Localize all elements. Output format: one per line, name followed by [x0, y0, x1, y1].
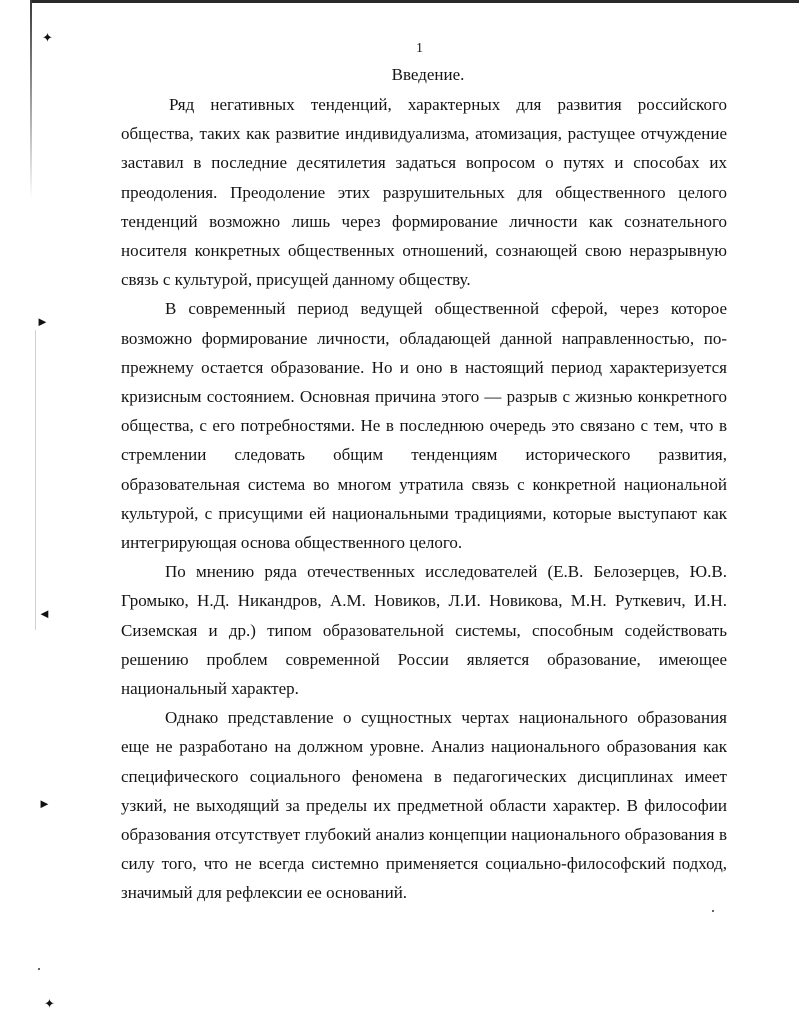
binder-punch-mark-icon: ►: [36, 314, 49, 329]
binder-punch-mark-icon: ✦: [42, 30, 53, 45]
page-title: Введение.: [391, 65, 465, 84]
binder-punch-mark-icon: ✦: [44, 996, 55, 1011]
paragraph-1: Ряд негативных тенденций, характерных для развития российского общества, таких как развитие индивидуализма, атомизация, растущее отчуждение заставил в последние десятилетия задаться вопросом о путях и способах их преодоления. Преодоление этих разрушительных для общественного целого тенденций возможно лишь через формирование личности как сознательного носителя конкретных общественных отношений, сознающей свою неразрывную связь с культурой, присущей данному обществу.: [121, 95, 727, 290]
scan-top-edge: [30, 0, 799, 3]
scan-left-faint-edge: [35, 330, 36, 630]
paragraph-4: Однако представление о сущностных чертах национального образования еще не разработано на должном уровне. Анализ национального образования как специфического социального феномена в педагогических дисциплинах имеет узкий, не выходящий за пределы их предметной области характер. В философии образования отсутствует глубокий анализ концепции национального образования в силу того, что не всегда системно применяется социально-философский подход, значимый для рефлексии ее оснований.: [121, 708, 727, 903]
binder-punch-mark-icon: ◄: [38, 606, 51, 621]
scan-speck: [712, 910, 714, 912]
document-page: [121, 60, 727, 908]
scan-left-edge: [30, 0, 32, 200]
binder-punch-mark-icon: ►: [38, 796, 51, 811]
paragraph-3: По мнению ряда отечественных исследователей (Е.В. Белозерцев, Ю.В. Громыко, Н.Д. Никандров, А.М. Новиков, Л.И. Новикова, М.Н. Руткевич, И.Н. Сиземская и др.) типом образовательной системы, способным содействовать решению проблем современной России является образование, имеющее национальный характер.: [121, 562, 727, 699]
paragraph-2: В современный период ведущей общественной сферой, через которое возможно формирование личности, обладающей данной направленностью, по-прежнему остается образование. Но и оно в настоящий период характеризуется кризисным состоянием. Основная причина этого — разрыв с жизнью конкретного общества, с его потребностями. Не в последнюю очередь это связано с тем, что в стремлении следовать общим тенденциям исторического развития, образовательная система во многом утратила связь с конкретной национальной культурой, с присущими ей национальными традициями, которые выступают как интегрирующая основа общественного целого.: [121, 299, 727, 553]
page-number: 1: [416, 41, 423, 56]
scan-speck: [38, 968, 40, 970]
